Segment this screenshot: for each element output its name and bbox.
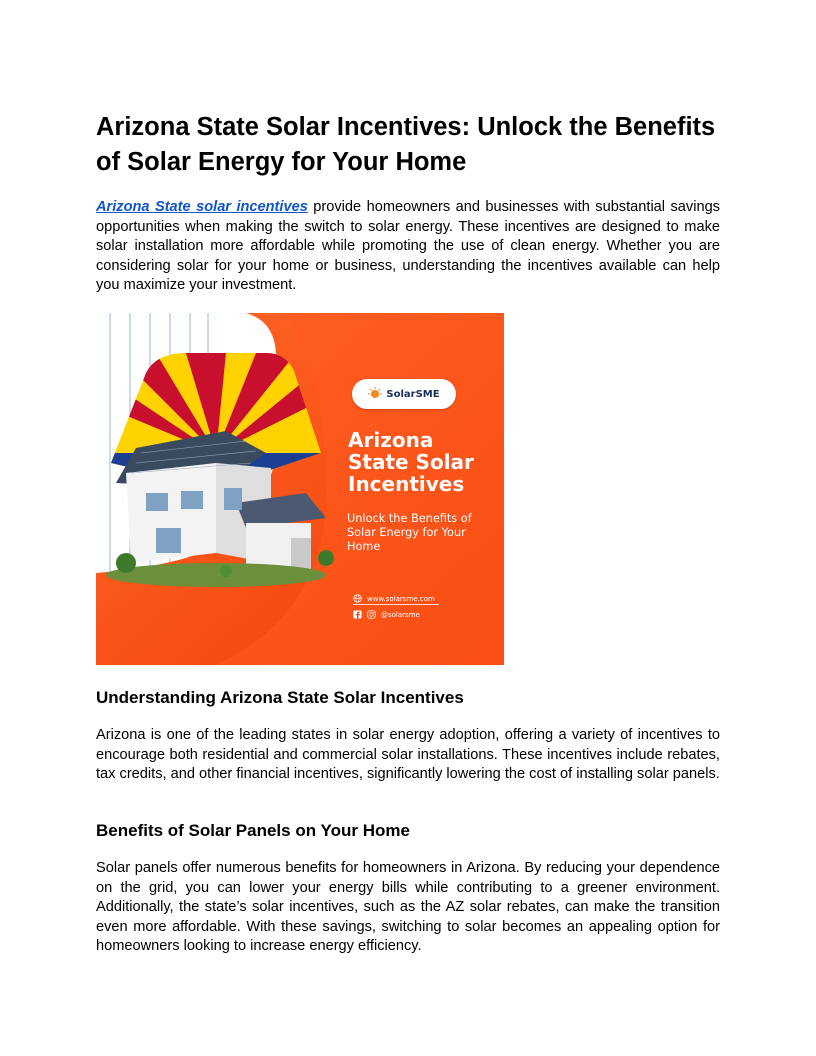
contact-divider	[353, 604, 439, 605]
section-heading-understanding: Understanding Arizona State Solar Incentives	[96, 688, 464, 707]
hero-heading: Arizona State Solar Incentives	[348, 428, 474, 496]
globe-icon	[353, 594, 362, 603]
solarsme-logo	[352, 379, 456, 409]
section-body-benefits: Solar panels offer numerous benefits for homeowners in Arizona. By reducing your dependence on the grid, you can lower your energy bills while contributing to a greener environment. Additionally, the state’s solar incentives, such as the AZ solar rebates, can make the transition even more affordable. With these savings, switching to solar becomes an appealing option for homeowners looking to increase energy efficiency.	[96, 860, 720, 954]
intro-paragraph	[96, 198, 720, 296]
intro-text: provide homeowners and businesses with substantial savings opportunities when making the switch to solar energy. These incentives are designed to make solar installation more affordable while promoting the use of clean energy. Whether you are considering solar for your home or business, understanding the incentives available can help you maximize your investment.	[96, 199, 720, 293]
hero-image	[96, 313, 504, 665]
sun-logo-icon	[368, 387, 382, 401]
section-body-understanding: Arizona is one of the leading states in solar energy adoption, offering a variety of incentives to encourage both residential and commercial solar installations. These incentives include rebates, tax credits, and other financial incentives, significantly lowering the cost of installing solar panels.	[96, 727, 720, 782]
social-handle: @solarsme	[381, 610, 420, 619]
facebook-icon	[353, 610, 362, 619]
arizona-incentives-link[interactable]: Arizona State solar incentives	[96, 199, 308, 215]
logo-text: SolarSME	[386, 388, 440, 400]
instagram-icon	[367, 610, 376, 619]
section-heading-benefits: Benefits of Solar Panels on Your Home	[96, 821, 410, 840]
website-text: www.solarsme.com	[367, 594, 435, 603]
social-contact	[353, 610, 420, 619]
hero-subheading: Unlock the Benefits of Solar Energy for Your Home	[347, 512, 472, 553]
page-title: Arizona State Solar Incentives: Unlock the Benefits of Solar Energy for Your Home	[96, 113, 716, 176]
website-contact	[353, 594, 435, 603]
